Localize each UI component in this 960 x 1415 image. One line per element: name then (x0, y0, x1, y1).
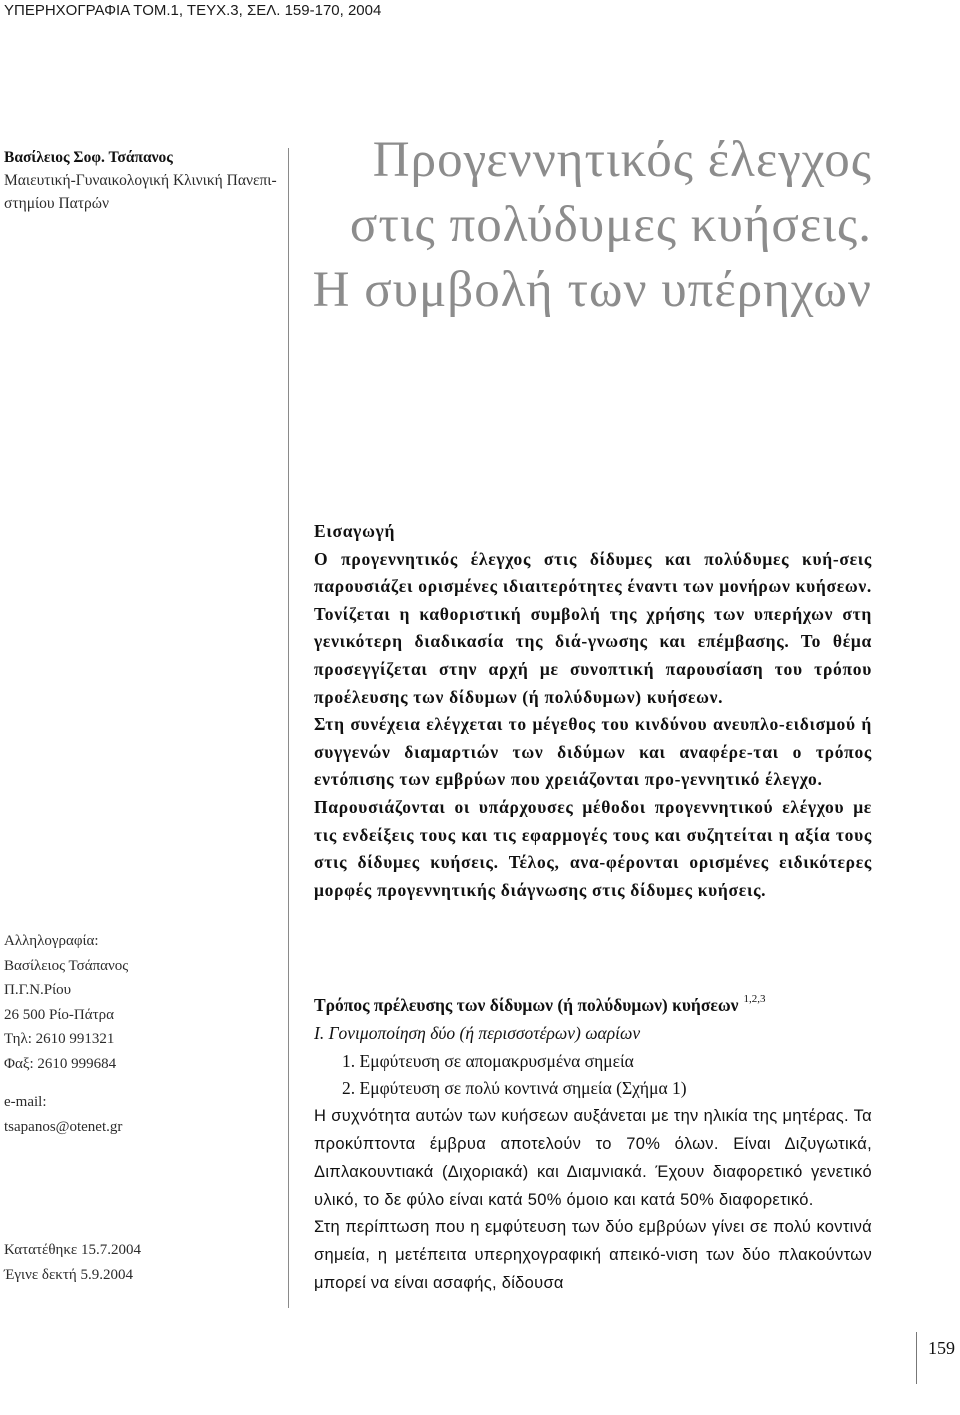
page-number: 159 (928, 1338, 955, 1358)
page-number-rule (916, 1332, 917, 1384)
email-label: e-mail: (4, 1094, 47, 1110)
spacer (4, 1076, 286, 1090)
section-heading (314, 986, 872, 1020)
author-name: Βασίλειος Σοφ. Τσάπανος (4, 149, 173, 166)
abstract-paragraph-1: Ο προγεννητικός έλεγχος στις δίδυμες και πολύδυμες κυή-σεις παρουσιάζει ορισμένες ιδιαιτερότητες έναντι των μονήρων κυήσεων. Τονίζεται η καθοριστική συμβολή της χρήσης των υπερήχων στη γενικότερη διαδικασία της διά-γνωσης και επέμβασης. Το θέμα προσεγγίζεται στην αρχή με συνοπτική παρουσίαση του τρόπου προέλευσης των δίδυμων (ή πολύδυμων) κυήσεων. (314, 548, 872, 707)
section-subheading: Ι. Γονιμοποίηση δύο (ή περισσοτέρων) ωαρίων (314, 1022, 641, 1043)
email-address[interactable]: tsapanos@otenet.gr (4, 1118, 123, 1135)
correspondence-phone: Τηλ: 2610 991321 (4, 1031, 115, 1047)
title-line-3: Η συμβολή των υπέρηχων (312, 262, 872, 318)
abstract (314, 518, 872, 904)
dates-block (4, 1238, 286, 1287)
author-affiliation: Μαιευτική-Γυναικολογική Κλινική Πανεπι-στημίου Πατρών (4, 172, 277, 212)
author-block (4, 146, 286, 215)
correspondence-name: Βασίλειος Τσάπανος (4, 957, 129, 974)
journal-name: ΥΠΕΡΗΧΟΓΡΑΦΙΑ Τ (4, 2, 143, 19)
abstract-heading: Εισαγωγή (314, 521, 396, 541)
correspondence-fax: Φαξ: 2610 999684 (4, 1055, 117, 1072)
accepted-date: Έγινε δεκτή 5.9.2004 (4, 1266, 133, 1283)
list-item-1: 1. Εμφύτευση σε απομακρυσμένα σημεία (342, 1050, 634, 1071)
correspondence-address-2: 26 500 Ρίο-Πάτρα (4, 1006, 114, 1023)
section-heading-text: Τρόπος πρέλευσης των δίδυμων (ή πολύδυμων) κυήσεων (314, 995, 739, 1015)
abstract-paragraph-3: Παρουσιάζονται οι υπάρχουσες μέθοδοι προγεννητικού ελέγχου με τις ενδείξεις τους και τις εφαρμογές τους και συζητείται η αξία τους στις δίδυμες κυήσεις. Τέλος, ανα-φέρονται ορισμένες ειδικότερες μορφές προγεννητικής διάγνωσης στις δίδυμες κυήσεις. (314, 796, 872, 900)
abstract-paragraph-2: Στη συνέχεια ελέγχεται το μέγεθος του κινδύνου ανευπλο-ειδισμού ή συγγενών διαμαρτιών των διδύμων και αναφέρε-ται ο τρόπος εντόπισης των εμβρύων που χρειάζονται προ-γεννητικό έλεγχο. (314, 714, 872, 790)
body-paragraph-1: Η συχνότητα αυτών των κυήσεων αυξάνεται με την ηλικία της μητέρας. Τα προκύπτοντα έμβρυα αποτελούν το 70% όλων. Είναι Διζυγωτικά, Διπλακουντιακά (Διχοριακά) και Διαμνιακά. Έχουν διαφορετικό γενετικό υλικό, το δε φύλο είναι κατά 50% όμοιο και κατά 50% διαφορετικό. (314, 1107, 872, 1209)
section-references: 1,2,3 (743, 993, 766, 1005)
submitted-date: Κατατέθηκε 15.7.2004 (4, 1242, 141, 1258)
body-section (314, 986, 872, 1298)
column-divider (288, 148, 289, 1308)
correspondence-label: Αλληλογραφία: (4, 933, 99, 949)
journal-header (4, 2, 381, 19)
journal-citation: ΟΜ.1, ΤΕΥΧ.3, ΣΕΛ. 159-170, 2004 (142, 2, 382, 19)
title-line-1: Προγεννητικός έλεγχος (372, 132, 872, 188)
list-item-2: 2. Εμφύτευση σε πολύ κοντινά σημεία (Σχήμα 1) (342, 1078, 687, 1099)
article-title (300, 128, 872, 323)
title-line-2: στις πολύδυμες κυήσεις. (349, 197, 872, 253)
correspondence-address-1: Π.Γ.Ν.Ρίου (4, 982, 72, 998)
correspondence-block (4, 929, 286, 1139)
body-paragraph-2: Στη περίπτωση που η εμφύτευση των δύο εμβρύων γίνει σε πολύ κοντινά σημεία, η μετέπειτα υπερηχογραφική απεικό-νιση των δύο πλακούντων μπορεί να είναι ασαφής, δίδουσα (314, 1218, 872, 1292)
